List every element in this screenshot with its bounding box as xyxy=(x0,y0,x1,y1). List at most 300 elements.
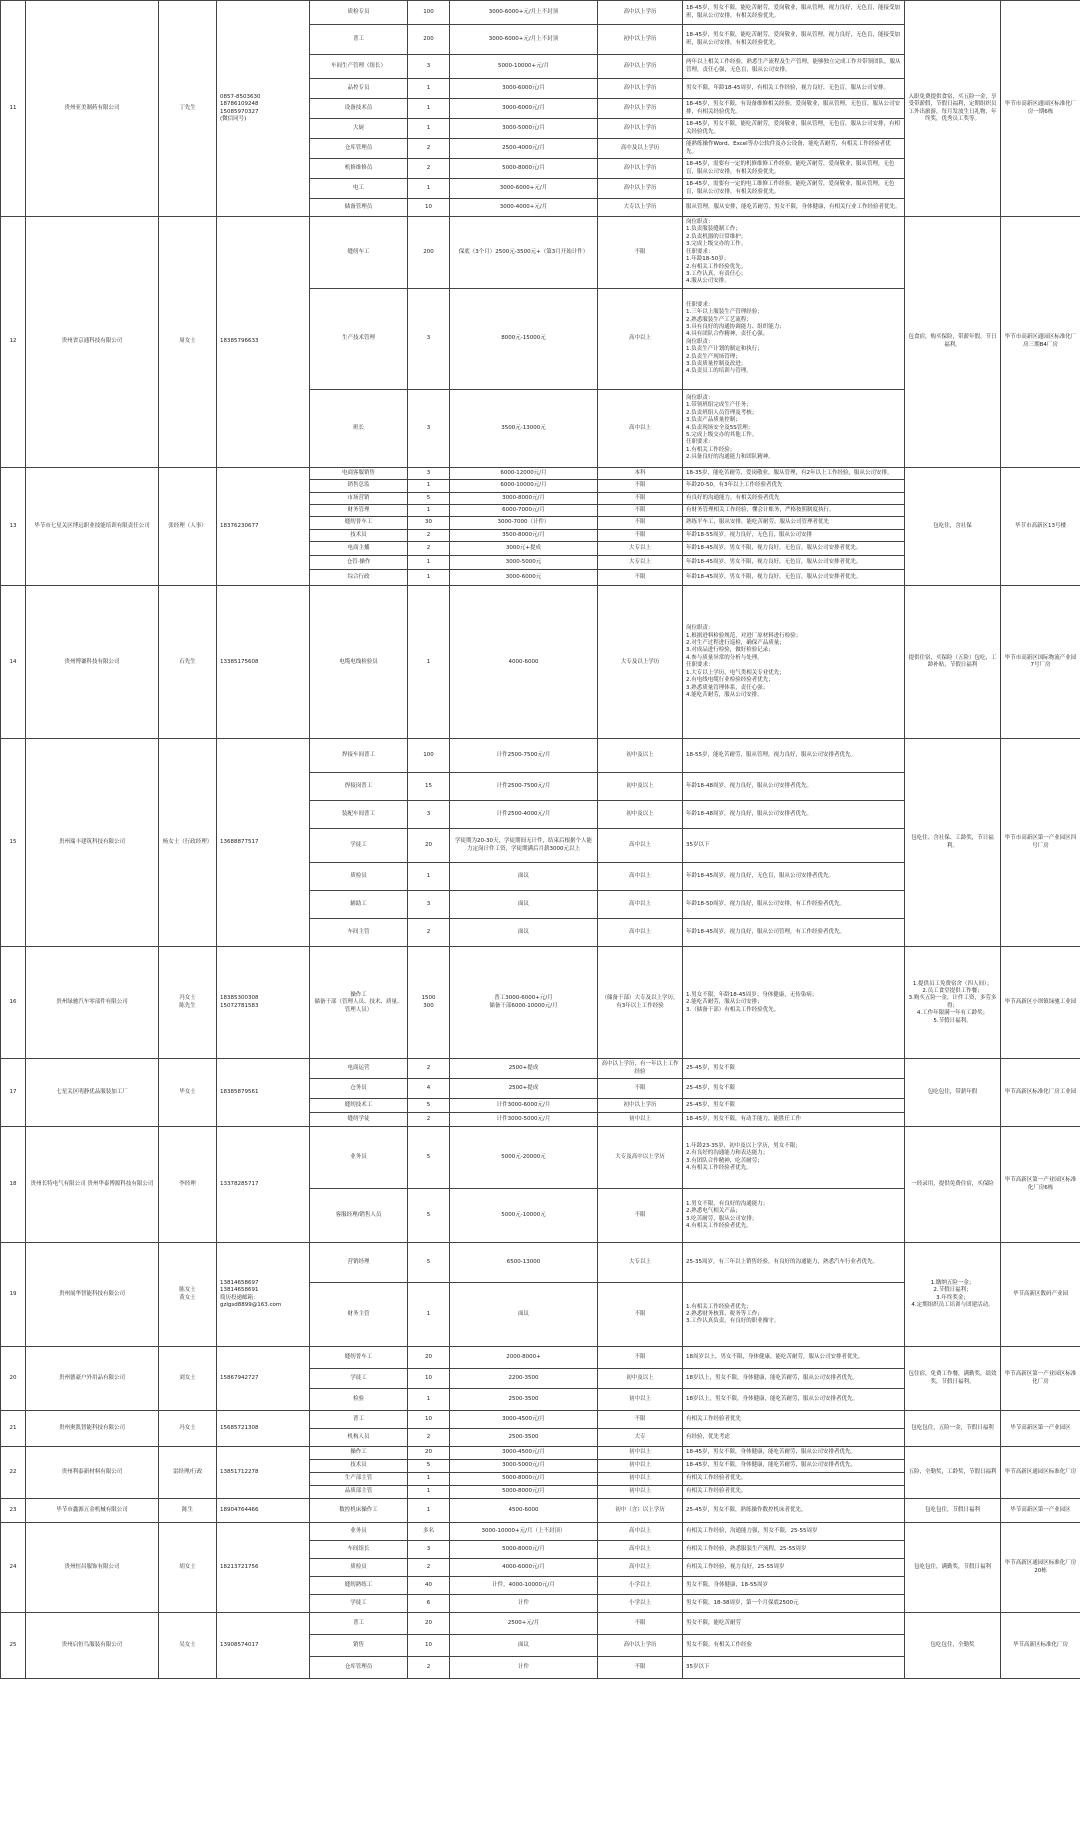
position-name: 仓管·操作 xyxy=(310,556,408,570)
row-number: 13 xyxy=(1,467,26,586)
work-address: 毕节市高新区国际物流产业园7号厂房 xyxy=(1001,586,1080,739)
job-requirement: 熟练平车工，服从安排，能吃苦耐劳，服从公司管理者优先 xyxy=(683,517,905,529)
contact-phone: 15685721308 xyxy=(217,1411,310,1447)
education-requirement: 高中以上 xyxy=(598,389,683,467)
hiring-count: 10 xyxy=(408,1411,450,1429)
job-requirement: 18-35岁，能吃苦耐劳，爱岗敬业，服从管理，有2年以上工作经验，服从公司安排。 xyxy=(683,467,905,479)
benefits: 包吃住、含社保、工龄奖，节日福利。 xyxy=(905,739,1001,947)
hiring-count: 1 xyxy=(408,556,450,570)
hiring-count: 1 xyxy=(408,119,450,139)
company-name: 七星关区明静优品服装加工厂 xyxy=(26,1059,159,1127)
contact-person: 李经理 xyxy=(159,1127,217,1243)
contact-person: 石先生 xyxy=(159,586,217,739)
position-name: 市场营销 xyxy=(310,492,408,504)
salary-range: 3000-5000元/月 xyxy=(450,119,598,139)
salary-range: 3000-5000元 xyxy=(450,556,598,570)
education-requirement: 大专及以上学历 xyxy=(598,586,683,739)
benefits: 入职免费提供食宿，买五险一金，享受带薪假，节假日福利，定期组织员工外出旅游，每月发放生日礼物，年终奖，优秀员工奖等。 xyxy=(905,1,1001,217)
position-name: 缝纫普车工 xyxy=(310,1347,408,1369)
education-requirement: 高中以上学历 xyxy=(598,119,683,139)
hiring-count: 20 xyxy=(408,1347,450,1369)
salary-range: 5000-8000元/月 xyxy=(450,1486,598,1499)
work-address: 毕节市高新区通园区标准化厂房一期6栋 xyxy=(1001,1,1080,217)
salary-range: 2500-4000元/月 xyxy=(450,139,598,159)
contact-person: 雷经理/行政 xyxy=(159,1447,217,1499)
position-name: 生产部主管 xyxy=(310,1473,408,1486)
position-name: 财务管理 xyxy=(310,505,408,517)
job-requirement: 18-45岁，需要有一定的电工维修工作经验，能吃苦耐劳，爱岗敬业，服从管理，无色盲，服从公司安排，有相关经验优先。 xyxy=(683,179,905,199)
salary-range: 5000-8000元/月 xyxy=(450,1473,598,1486)
hiring-count: 1 xyxy=(408,99,450,119)
salary-range: 计件 xyxy=(450,1657,598,1679)
hiring-count: 100 xyxy=(408,739,450,773)
position-name: 设备技术员 xyxy=(310,99,408,119)
hiring-count: 2 xyxy=(408,1059,450,1079)
position-name: 业务员 xyxy=(310,1127,408,1189)
position-name: 综合行政 xyxy=(310,570,408,586)
benefits: 包吃包住，带薪年假 xyxy=(905,1059,1001,1127)
contact-phone: 15867942727 xyxy=(217,1347,310,1411)
hiring-count: 1 xyxy=(408,1283,450,1347)
position-name: 质检员 xyxy=(310,863,408,891)
position-name: 电缆电线检验员 xyxy=(310,586,408,739)
table-row xyxy=(1,1523,1080,1541)
hiring-count: 1 xyxy=(408,1389,450,1411)
hiring-count: 3 xyxy=(408,288,450,389)
table-row xyxy=(1,1,1080,25)
job-requirement: 18-45岁，男女不限，身体健康，能吃苦耐劳，服从公司安排者优先。 xyxy=(683,1460,905,1473)
education-requirement: 高中以上学历 xyxy=(598,79,683,99)
position-name: 品控专员 xyxy=(310,79,408,99)
salary-range: 面议 xyxy=(450,891,598,919)
job-requirement: 年龄18-48周岁，视力良好，服从公司安排者优先。 xyxy=(683,801,905,829)
salary-range: 2200-3500 xyxy=(450,1369,598,1389)
education-requirement: 不限 xyxy=(598,505,683,517)
benefits: 提供住宿，买保险（五险）包吃，工龄补贴，节假日福利 xyxy=(905,586,1001,739)
job-requirement: 能熟练操作Word、Excel等办公软件及办公设备，能吃苦耐劳，有相关工作经验者优先。 xyxy=(683,139,905,159)
position-name: 操作工 xyxy=(310,1447,408,1460)
hiring-count: 40 xyxy=(408,1577,450,1595)
job-requirement: 年龄18-45周岁，男女不限，视力良好，无色盲，服从公司安排者优先。 xyxy=(683,556,905,570)
education-requirement: 初中及以上 xyxy=(598,1369,683,1389)
salary-range: 3500-8000元/月 xyxy=(450,529,598,541)
education-requirement: 不限 xyxy=(598,1283,683,1347)
table-row xyxy=(1,1613,1080,1635)
salary-range: 5000元-20000元 xyxy=(450,1127,598,1189)
company-name: 贵州利泰新材料有限公司 xyxy=(26,1447,159,1499)
education-requirement: 大专 xyxy=(598,1429,683,1447)
table-row xyxy=(1,1499,1080,1523)
education-requirement: 高中以上 xyxy=(598,288,683,389)
hiring-count: 1 xyxy=(408,863,450,891)
salary-range: 面议 xyxy=(450,1635,598,1657)
job-requirement: 男女不限，有相关工作经验 xyxy=(683,1635,905,1657)
hiring-count: 3 xyxy=(408,55,450,79)
job-requirement: 18-45岁，需要有一定的机修维修工作经验，能吃苦耐劳，爱岗敬业，服从管理，无色盲，服从公司安排，有相关经验优先。 xyxy=(683,159,905,179)
contact-phone: 18213721756 xyxy=(217,1523,310,1613)
job-requirement: 25-45岁，男女不限，熟练操作数控机床者优先。 xyxy=(683,1499,905,1523)
row-number: 15 xyxy=(1,739,26,947)
position-name: 普工 xyxy=(310,1411,408,1429)
benefits: 包吃包住，满勤奖，节假日福利 xyxy=(905,1523,1001,1613)
education-requirement: 高中以上学历 xyxy=(598,159,683,179)
salary-range: 3000-5000元/月 xyxy=(450,1460,598,1473)
education-requirement: 初中以上 xyxy=(598,1447,683,1460)
education-requirement: 大专以上 xyxy=(598,556,683,570)
company-name: 贵州恒昌服饰有限公司 xyxy=(26,1523,159,1613)
job-requirement: 18岁以上，男女不限，身体健康，能吃苦耐劳，服从公司安排者优先。 xyxy=(683,1369,905,1389)
table-row xyxy=(1,467,1080,479)
position-name: 客服经理/销售人员 xyxy=(310,1189,408,1243)
benefits: 包吃包住，节假日福利 xyxy=(905,1499,1001,1523)
hiring-count: 5 xyxy=(408,1099,450,1113)
education-requirement: 不限 xyxy=(598,217,683,289)
position-name: 储备管理员 xyxy=(310,199,408,217)
company-name: 贵州绿驰汽车零部件有限公司 xyxy=(26,947,159,1059)
education-requirement: 高中以上 xyxy=(598,1523,683,1541)
work-address: 毕节高新区第一产业园区标准化厂房 xyxy=(1001,1347,1080,1411)
job-requirement: 1.男女不限，年龄18-45周岁；身体健康，无传染病； 2.能吃苦耐劳，服从公司安排； 3.（储备干部）有相关工作经验优先。 xyxy=(683,947,905,1059)
education-requirement: 高中以上 xyxy=(598,891,683,919)
work-address: 毕节高新区第一产业园区 xyxy=(1001,1411,1080,1447)
job-requirement: 年龄18-45周岁，视力良好，服从公司管理，有工作经验者优先。 xyxy=(683,919,905,947)
hiring-count: 1 xyxy=(408,586,450,739)
hiring-count: 6 xyxy=(408,1595,450,1613)
contact-person: 冯女士 xyxy=(159,1411,217,1447)
salary-range: 普工3000-6000+元/月 储备干部6000-10000元/月 xyxy=(450,947,598,1059)
benefits: 包吃包住，五险一金，节假日福利 xyxy=(905,1411,1001,1447)
contact-person: 刘女士 xyxy=(159,1347,217,1411)
job-requirement: 25-45岁，男女不限 xyxy=(683,1099,905,1113)
salary-range: 计件，4000-10000元/月 xyxy=(450,1577,598,1595)
salary-range: 6500-13000 xyxy=(450,1243,598,1283)
position-name: 生产技术管理 xyxy=(310,288,408,389)
job-requirement: 18岁以上，男女不限，身体健康，能吃苦耐劳，服从公司安排者优先。 xyxy=(683,1389,905,1411)
education-requirement: 不限 xyxy=(598,1411,683,1429)
job-requirement: 35岁以下 xyxy=(683,1657,905,1679)
education-requirement: 初中以上学历 xyxy=(598,1099,683,1113)
job-requirement: 年龄18-50周岁，视力良好，服从公司安排，有工作经验者优先。 xyxy=(683,891,905,919)
position-name: 普工 xyxy=(310,25,408,55)
salary-range: 3000-7000（计件） xyxy=(450,517,598,529)
position-name: 销售总监 xyxy=(310,480,408,492)
education-requirement: 不限 xyxy=(598,1347,683,1369)
position-name: 技术员 xyxy=(310,1460,408,1473)
hiring-count: 2 xyxy=(408,1429,450,1447)
hiring-count: 100 xyxy=(408,1,450,25)
position-name: 数控机床操作工 xyxy=(310,1499,408,1523)
hiring-count: 2 xyxy=(408,529,450,541)
job-requirement: 18周岁以上，男女不限，身体健康，能吃苦耐劳，服从公司安排者优先。 xyxy=(683,1347,905,1369)
job-requirement: 有相关工作经验者优先。 xyxy=(683,1473,905,1486)
hiring-count: 1500 300 xyxy=(408,947,450,1059)
contact-person: 杨女士（行政经理） xyxy=(159,739,217,947)
salary-range: 3000-4500元/月 xyxy=(450,1447,598,1460)
education-requirement: 高中以上 xyxy=(598,919,683,947)
company-name: 贵州瑞丰建筑科技有限公司 xyxy=(26,739,159,947)
hiring-count: 3 xyxy=(408,891,450,919)
row-number: 17 xyxy=(1,1059,26,1127)
work-address: 毕节高新区标准化厂房工业园 xyxy=(1001,1059,1080,1127)
hiring-count: 5 xyxy=(408,1243,450,1283)
benefits: 包食宿，购买保险，带薪年假，节日福利。 xyxy=(905,217,1001,468)
work-address: 毕节高新区通园区标准化厂房 xyxy=(1001,1447,1080,1499)
company-name: 贵州德豪户外用品有限公司 xyxy=(26,1347,159,1411)
job-requirement: 有相关工作经验，沟通能力强，男女不限，25-55周岁 xyxy=(683,1523,905,1541)
education-requirement: 初中以上 xyxy=(598,1460,683,1473)
position-name: 电商运营 xyxy=(310,1059,408,1079)
position-name: 缝纫车工 xyxy=(310,217,408,289)
education-requirement: 高中以上学历 xyxy=(598,55,683,79)
salary-range: 3000-6000元/月 xyxy=(450,99,598,119)
table-row xyxy=(1,1059,1080,1079)
position-name: 营销经理 xyxy=(310,1243,408,1283)
education-requirement: 小学以上 xyxy=(598,1595,683,1613)
position-name: 缝纫普车工 xyxy=(310,517,408,529)
hiring-count: 1 xyxy=(408,1499,450,1523)
position-name: 电工 xyxy=(310,179,408,199)
row-number: 18 xyxy=(1,1127,26,1243)
education-requirement: 初中以上 xyxy=(598,1389,683,1411)
contact-phone: 13378285717 xyxy=(217,1127,310,1243)
position-name: 业务员 xyxy=(310,1523,408,1541)
work-address: 毕节市高新区13号楼 xyxy=(1001,467,1080,586)
job-requirement: 岗位职责： 1.根据进料检验规范，对进厂原材料进行检验； 2.对生产过程进行巡检，确保产品质量； 3.对成品进行检验，做好检验记录； 4.参与质量异常的分析与处理。 任职要求： 1.大专以上学历，电气类相关专业优先； 2.有电线电缆行业检验经验者优先； 3.熟悉质量管理体系，责任心强； 4.能吃苦耐劳，服从公司安排。 xyxy=(683,586,905,739)
benefits: 包住宿，免费工作餐，满勤奖，绩效奖，节假日福利。 xyxy=(905,1347,1001,1411)
company-name: 贵州长特电气有限公司 贵州华泰博源科技有限公司 xyxy=(26,1127,159,1243)
position-name: 普工 xyxy=(310,1613,408,1635)
job-requirement: 有良好的沟通能力，有相关经验者优先 xyxy=(683,492,905,504)
education-requirement: 初中及以上 xyxy=(598,739,683,773)
job-requirement: 年龄18-45周岁，男女不限，视力良好，无色盲，服从公司安排者优先。 xyxy=(683,542,905,556)
contact-person: 胡女士 xyxy=(159,1523,217,1613)
contact-phone: 18904764466 xyxy=(217,1499,310,1523)
company-name: 贵州展华智能科技有限公司 xyxy=(26,1243,159,1347)
position-name: 仓库管理员 xyxy=(310,139,408,159)
salary-range: 计件3000-6000元/月 xyxy=(450,1099,598,1113)
company-name: 贵州奥凯智能科技有限公司 xyxy=(26,1411,159,1447)
position-name: 缝纫学徒 xyxy=(310,1113,408,1127)
job-requirement: 年龄18-48周岁，视力良好，服从公司安排者优先。 xyxy=(683,773,905,801)
salary-range: 3000-6000+元/月上不封顶 xyxy=(450,1,598,25)
salary-range: 3000-4000+元/月 xyxy=(450,199,598,217)
education-requirement: 大专以上 xyxy=(598,1243,683,1283)
company-name: 毕节市七星关区博远职业技能培训有限责任公司 xyxy=(26,467,159,586)
hiring-count: 20 xyxy=(408,1613,450,1635)
row-number: 20 xyxy=(1,1347,26,1411)
education-requirement: 小学以上 xyxy=(598,1577,683,1595)
hiring-count: 10 xyxy=(408,199,450,217)
position-name: 学徒工 xyxy=(310,1595,408,1613)
hiring-count: 5 xyxy=(408,1189,450,1243)
hiring-count: 15 xyxy=(408,773,450,801)
row-number: 21 xyxy=(1,1411,26,1447)
company-name: 贵州亚美制药有限公司 xyxy=(26,1,159,217)
hiring-count: 5 xyxy=(408,492,450,504)
hiring-count: 3 xyxy=(408,801,450,829)
contact-person: 丁先生 xyxy=(159,1,217,217)
salary-range: 2500+元/月 xyxy=(450,1613,598,1635)
salary-range: 2000-8000+ xyxy=(450,1347,598,1369)
position-name: 品质部主管 xyxy=(310,1486,408,1499)
position-name: 销售 xyxy=(310,1635,408,1657)
hiring-count: 2 xyxy=(408,919,450,947)
row-number: 22 xyxy=(1,1447,26,1499)
table-row xyxy=(1,217,1080,289)
benefits: 一经录用，提供免费住宿，买保险 xyxy=(905,1127,1001,1243)
job-requirement: 年龄20-50，有3年以上工作经验者优先 xyxy=(683,480,905,492)
hiring-count: 5 xyxy=(408,1127,450,1189)
hiring-count: 4 xyxy=(408,1079,450,1099)
contact-phone: 0857-8503630 18786109248 15085970327 (微信同号) xyxy=(217,1,310,217)
job-requirement: 有相关工作经验者优先 xyxy=(683,1411,905,1429)
hiring-count: 1 xyxy=(408,1473,450,1486)
salary-range: 计件 xyxy=(450,1595,598,1613)
salary-range: 计件3000-5000元/月 xyxy=(450,1113,598,1127)
education-requirement: 初中及以上 xyxy=(598,773,683,801)
salary-range: 8000元-15000元 xyxy=(450,288,598,389)
education-requirement: 高中以上学历 xyxy=(598,179,683,199)
job-requirement: 年龄18-45周岁，视力良好，无色盲，服从公司安排者优先。 xyxy=(683,863,905,891)
position-name: 班长 xyxy=(310,389,408,467)
work-address: 毕节市高新区通园区标准化厂房三期B4厂房 xyxy=(1001,217,1080,468)
table-row xyxy=(1,1411,1080,1429)
row-number: 14 xyxy=(1,586,26,739)
hiring-count: 20 xyxy=(408,829,450,863)
company-name: 贵州启恒鸟服装有限公司 xyxy=(26,1613,159,1679)
job-requirement: 有相关工作经验，熟悉服装生产流程，25-55周岁 xyxy=(683,1541,905,1559)
table-row xyxy=(1,1347,1080,1369)
education-requirement: 高中以上 xyxy=(598,829,683,863)
position-name: 大厨 xyxy=(310,119,408,139)
hiring-count: 1 xyxy=(408,79,450,99)
position-name: 车间组长 xyxy=(310,1541,408,1559)
hiring-count: 3 xyxy=(408,467,450,479)
job-requirement: 男女不限，身体健康，18-55周岁 xyxy=(683,1577,905,1595)
hiring-count: 2 xyxy=(408,1559,450,1577)
position-name: 车间主管 xyxy=(310,919,408,947)
hiring-count: 10 xyxy=(408,1635,450,1657)
salary-range: 3500元-13000元 xyxy=(450,389,598,467)
job-listing-body xyxy=(1,1,1080,1679)
position-name: 仓库管理员 xyxy=(310,1657,408,1679)
salary-range: 3000-8000元/月 xyxy=(450,492,598,504)
salary-range: 计件2500-7500元/月 xyxy=(450,773,598,801)
hiring-count: 多名 xyxy=(408,1523,450,1541)
hiring-count: 1 xyxy=(408,179,450,199)
position-name: 机构人员 xyxy=(310,1429,408,1447)
hiring-count: 2 xyxy=(408,159,450,179)
salary-range: 3000-6000元/月 xyxy=(450,79,598,99)
contact-phone: 18385796633 xyxy=(217,217,310,468)
salary-range: 2500-3500 xyxy=(450,1389,598,1411)
hiring-count: 10 xyxy=(408,1369,450,1389)
position-name: 电商客服销售 xyxy=(310,467,408,479)
position-name: 车间生产管理（组长） xyxy=(310,55,408,79)
job-requirement: 两年以上相关工作经验，熟悉生产流程及生产管理，能够独立完成工作并带领团队，服从管理，责任心强，无色盲，服从公司安排。 xyxy=(683,55,905,79)
contact-person: 吴女士 xyxy=(159,1613,217,1679)
education-requirement: 初中以上 xyxy=(598,1113,683,1127)
job-requirement: 18-45岁，男女不限，身体健康，能吃苦耐劳，服从公司安排者优先。 xyxy=(683,1447,905,1460)
position-name: 操作工 储备干部（管理人员、技术、质量、管理人员） xyxy=(310,947,408,1059)
education-requirement: 大专以上学历 xyxy=(598,199,683,217)
work-address: 毕节高新区数码产业园 xyxy=(1001,1243,1080,1347)
education-requirement: 不限 xyxy=(598,1079,683,1099)
education-requirement: 本科 xyxy=(598,467,683,479)
job-requirement: 35岁以下 xyxy=(683,829,905,863)
education-requirement: 不限 xyxy=(598,517,683,529)
salary-range: 学徒期为20-30天，学徒期间无计件，结束后根据个人能力定岗计件工资，学徒期满后月薪3000元以上 xyxy=(450,829,598,863)
job-requirement: 男女不限，能吃苦耐劳 xyxy=(683,1613,905,1635)
salary-range: 3000-6000+元/月 xyxy=(450,179,598,199)
row-number: 16 xyxy=(1,947,26,1059)
benefits: 1.缴纳五险一金； 2.节假日福利； 3.年终奖金； 4.定期组织员工培训与团建活动。 xyxy=(905,1243,1001,1347)
contact-phone: 18376230677 xyxy=(217,467,310,586)
job-requirement: 男女不限，年龄18-45周岁，有相关工作经验，视力良好，无色盲，服从公司安排。 xyxy=(683,79,905,99)
table-row xyxy=(1,947,1080,1059)
position-name: 学徒工 xyxy=(310,1369,408,1389)
hiring-count: 3 xyxy=(408,389,450,467)
contact-person: 张经理（人事） xyxy=(159,467,217,586)
salary-range: 4000-6000 xyxy=(450,586,598,739)
hiring-count: 1 xyxy=(408,480,450,492)
benefits: 包吃住，含社保 xyxy=(905,467,1001,586)
salary-range: 3000-10000+元/月（上不封顶） xyxy=(450,1523,598,1541)
job-requirement: 1.年龄23-35岁，初中及以上学历，男女不限； 2.有良好的沟通能力和表达能力； 3.有团队合作精神，吃苦耐劳； 4.有相关工作经验者优先。 xyxy=(683,1127,905,1189)
job-requirement: 18-55岁，能吃苦耐劳，服从管理，视力良好，服从公司安排者优先。 xyxy=(683,739,905,773)
position-name: 焊接岗普工 xyxy=(310,773,408,801)
table-row xyxy=(1,1127,1080,1189)
table-row xyxy=(1,1243,1080,1283)
education-requirement: （储备干部）大专及以上学历，有3年以上工作经验 xyxy=(598,947,683,1059)
work-address: 毕节高新区第一产业园区标准化厂房6栋 xyxy=(1001,1127,1080,1243)
table-row xyxy=(1,586,1080,739)
hiring-count: 200 xyxy=(408,25,450,55)
work-address: 毕节高新区标准化厂房 xyxy=(1001,1613,1080,1679)
benefits: 五险，全勤奖，工龄奖，节假日福利 xyxy=(905,1447,1001,1499)
education-requirement: 大专及高中以上学历 xyxy=(598,1127,683,1189)
company-name: 毕节市鑫源五金机械有限公司 xyxy=(26,1499,159,1523)
hiring-count: 20 xyxy=(408,1447,450,1460)
job-requirement: 25-45岁，男女不限 xyxy=(683,1059,905,1079)
salary-range: 计件2500-4000元/月 xyxy=(450,801,598,829)
job-requirement: 25-35周岁，有三年以上销售经验，有良好的沟通能力，熟悉汽车行业者优先。 xyxy=(683,1243,905,1283)
job-requirement: 服从管理，服从安排，能吃苦耐劳，男女不限，身体健康，有相关行业工作经验者优先。 xyxy=(683,199,905,217)
work-address: 毕节高新区小坝镇绿驰工业园 xyxy=(1001,947,1080,1059)
education-requirement: 高中以上学历 xyxy=(598,99,683,119)
row-number: 23 xyxy=(1,1499,26,1523)
salary-range: 6000-12000元/月 xyxy=(450,467,598,479)
education-requirement: 初中（含）以上学历 xyxy=(598,1499,683,1523)
contact-phone: 13385175608 xyxy=(217,586,310,739)
position-name: 质检员 xyxy=(310,1559,408,1577)
education-requirement: 初中以上学历 xyxy=(598,25,683,55)
education-requirement: 大专以上 xyxy=(598,542,683,556)
position-name: 仓务员 xyxy=(310,1079,408,1099)
salary-range: 3000-4500元/月 xyxy=(450,1411,598,1429)
contact-phone: 13908574017 xyxy=(217,1613,310,1679)
education-requirement: 高中以上学历，有一年以上工作经验 xyxy=(598,1059,683,1079)
job-requirement: 1.有相关工作经验者优先； 2.熟悉财务核算、税务等工作； 3.工作认真负责，有良好的职业操守。 xyxy=(683,1283,905,1347)
salary-range: 3000元+提成 xyxy=(450,542,598,556)
education-requirement: 高中以上 xyxy=(598,1541,683,1559)
salary-range: 5000元-10000元 xyxy=(450,1189,598,1243)
salary-range: 面议 xyxy=(450,919,598,947)
hiring-count: 2 xyxy=(408,542,450,556)
education-requirement: 高中以上学历 xyxy=(598,1,683,25)
job-requirement: 年龄18-55周岁，视力良好，无色盲，服从公司安排 xyxy=(683,529,905,541)
job-requirement: 18-45岁，男女不限，能吃苦耐劳，爱岗敬业，服从管理，无色盲，服从公司安排，有相关经验优先。 xyxy=(683,119,905,139)
